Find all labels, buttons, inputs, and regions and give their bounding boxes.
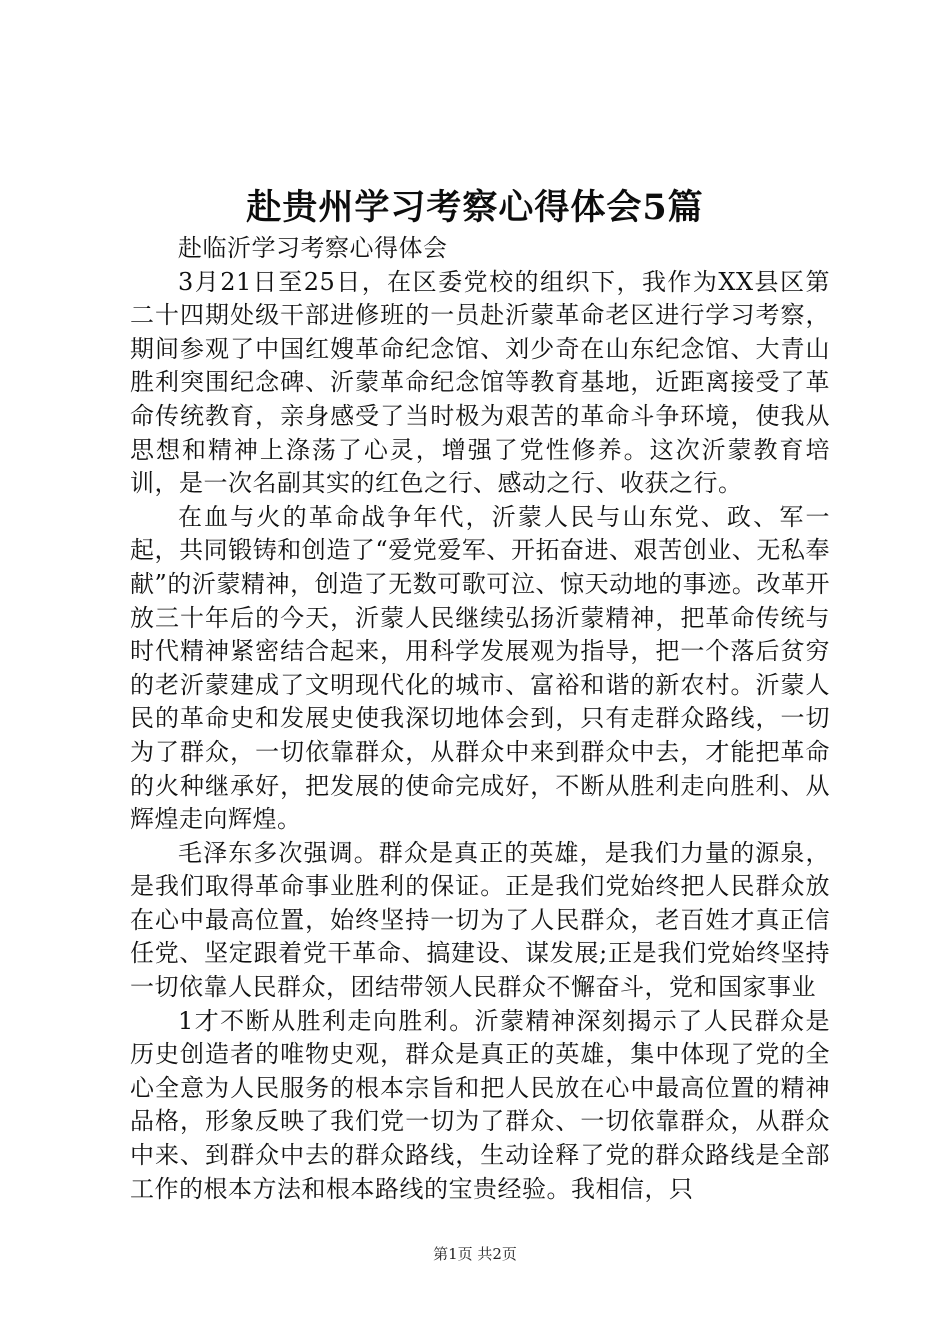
body-paragraph: 毛泽东多次强调。群众是真正的英雄，是我们力量的源泉，是我们取得革命事业胜利的保证。正是我们党始终把人民群众放在心中最高位置，始终坚持一切为了人民群众，老百姓才真正信任党、坚定跟着党干革命、搞建设、谋发展;正是我们党始终坚持一切依靠人民群众，团结带领人民群众不懈奋斗，党和国家事业 (130, 838, 830, 1002)
body-paragraph: 在血与火的革命战争年代，沂蒙人民与山东党、政、军一起，共同锻铸和创造了“爱党爱军、开拓奋进、艰苦创业、无私奉献”的沂蒙精神，创造了无数可歌可泣、惊天动地的事迹。改革开放三十年后的今天，沂蒙人民继续弘扬沂蒙精神，把革命传统与时代精神紧密结合起来，用科学发展观为指导，把一个落后贫穷的老沂蒙建成了文明现代化的城市、富裕和谐的新农村。沂蒙人民的革命史和发展史使我深切地体会到，只有走群众路线，一切为了群众，一切依靠群众，从群众中来到群众中去，才能把革命的火种继承好，把发展的使命完成好，不断从胜利走向胜利、从辉煌走向辉煌。 (130, 502, 830, 834)
page-footer: 第1页 共2页 (433, 1245, 517, 1263)
body-paragraph: 1才不断从胜利走向胜利。沂蒙精神深刻揭示了人民群众是历史创造者的唯物史观，群众是真正的英雄，集中体现了党的全心全意为人民服务的根本宗旨和把人民放在心中最高位置的精神品格，形象反映了我们党一切为了群众、一切依靠群众，从群众中来、到群众中去的群众路线，生动诠释了党的群众路线是全部工作的根本方法和根本路线的宝贵经验。我相信，只 (130, 1006, 830, 1203)
document-body (130, 232, 830, 1206)
document-title: 赴贵州学习考察心得体会5篇 (246, 187, 704, 228)
body-paragraph: 3月21日至25日，在区委党校的组织下，我作为XX县区第二十四期处级干部进修班的一员赴沂蒙革命老区进行学习考察，期间参观了中国红嫂革命纪念馆、刘少奇在山东纪念馆、大青山胜利突围纪念碑、沂蒙革命纪念馆等教育基地，近距离接受了革命传统教育，亲身感受了当时极为艰苦的革命斗争环境，使我从思想和精神上涤荡了心灵，增强了党性修养。这次沂蒙教育培训，是一次名副其实的红色之行、感动之行、收获之行。 (130, 267, 830, 498)
subtitle-paragraph: 赴临沂学习考察心得体会 (178, 234, 448, 262)
